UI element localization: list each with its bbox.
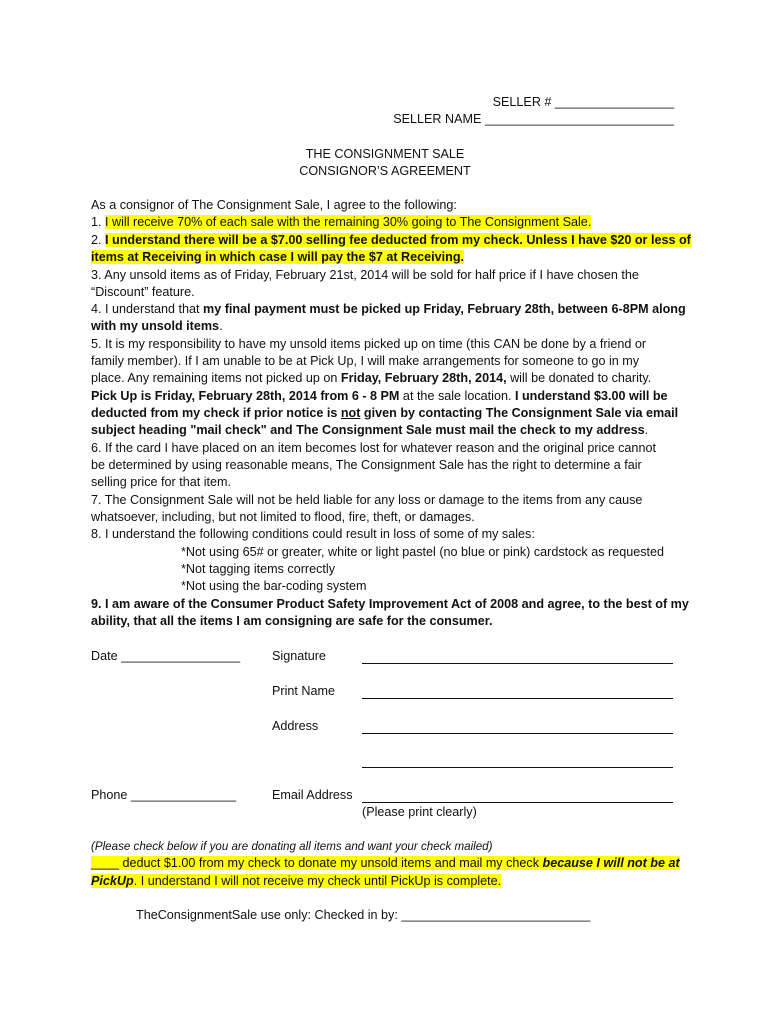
address-label: Address bbox=[272, 719, 319, 733]
item-5-line-1: 5. It is my responsibility to have my unsold items picked up on time (this CAN be done by a friend or bbox=[91, 337, 647, 351]
email-address-label: Email Address bbox=[272, 788, 353, 802]
item-5-e-a: deducted from my check if prior notice is bbox=[91, 406, 341, 420]
item-6-line-1: 6. If the card I have placed on an item becomes lost for whatever reason and the original price cannot bbox=[91, 441, 656, 455]
item-5-line-4 bbox=[91, 388, 668, 405]
address-line-1[interactable] bbox=[362, 733, 673, 734]
item-5-f-bold: subject heading "mail check" and The Consignment Sale must mail the check to my address bbox=[91, 423, 645, 437]
item-8-line: 8. I understand the following conditions could result in loss of some of my sales: bbox=[91, 527, 535, 541]
intro-text: As a consignor of The Consignment Sale, I agree to the following: bbox=[91, 198, 457, 212]
item-1 bbox=[91, 214, 591, 231]
donation-line-2 bbox=[91, 873, 501, 890]
item-9-line-1: 9. I am aware of the Consumer Product Safety Improvement Act of 2008 and agree, to the best of my bbox=[91, 597, 689, 611]
item-4-line-2 bbox=[91, 318, 223, 335]
item-6-line-3: selling price for that item. bbox=[91, 475, 231, 489]
item-4-line-1 bbox=[91, 301, 686, 318]
date-field[interactable]: Date _________________ bbox=[91, 649, 241, 663]
donation-line-2-emphasis: PickUp bbox=[91, 874, 134, 888]
item-5-f-end: . bbox=[644, 423, 649, 437]
item-1-text: I will receive 70% of each sale with the remaining 30% going to The Consignment Sale. bbox=[105, 215, 592, 229]
signature-line[interactable] bbox=[362, 663, 673, 664]
item-1-number: 1. bbox=[91, 215, 102, 229]
item-8-condition-3: *Not using the bar-coding system bbox=[181, 579, 367, 593]
item-2-number: 2. bbox=[91, 233, 102, 247]
item-4-end: . bbox=[219, 319, 223, 333]
donation-note: (Please check below if you are donating all items and want your check mailed) bbox=[91, 840, 493, 853]
item-8-condition-1: *Not using 65# or greater, white or light pastel (no blue or pink) cardstock as requested bbox=[181, 545, 665, 559]
print-name-line[interactable] bbox=[362, 698, 673, 699]
item-5-e-b: given by contacting The Consignment Sale via email bbox=[360, 406, 679, 420]
item-5-e-not: not bbox=[340, 406, 361, 420]
item-7-line-1: 7. The Consignment Sale will not be held liable for any loss or damage to the items from any cause bbox=[91, 493, 643, 507]
donation-line-1-emphasis: because I will not be at bbox=[542, 856, 680, 870]
item-5-d-mid: at the sale location. bbox=[399, 389, 515, 403]
item-7-line-2: whatsoever, including, but not limited to flood, fire, theft, or damages. bbox=[91, 510, 475, 524]
print-clearly-note: (Please print clearly) bbox=[362, 805, 477, 819]
item-2-line-2 bbox=[91, 249, 464, 266]
donation-line-2-text: . I understand I will not receive my check until PickUp is complete. bbox=[133, 874, 502, 888]
signature-label: Signature bbox=[272, 649, 326, 663]
item-2-text-b: items at Receiving in which case I will pay the $7 at Receiving. bbox=[91, 250, 465, 264]
seller-number-field: SELLER # _________________ bbox=[492, 95, 674, 109]
item-5-line-2: family member). If I am unable to be at Pick Up, I will make arrangements for someone to go in my bbox=[91, 354, 640, 368]
donation-line-1-text: ____ deduct $1.00 from my check to donate my unsold items and mail my check bbox=[91, 856, 543, 870]
item-6-line-2: be determined by using reasonable means, The Consignment Sale has the right to determine a fair bbox=[91, 458, 642, 472]
item-5-c-pre: place. Any remaining items not picked up on bbox=[91, 371, 341, 385]
item-4-bold-b: with my unsold items bbox=[91, 319, 220, 333]
seller-name-field: SELLER NAME ___________________________ bbox=[393, 112, 674, 126]
email-address-line[interactable] bbox=[362, 802, 673, 803]
document-subtitle: CONSIGNOR’S AGREEMENT bbox=[299, 164, 471, 178]
donation-line-1 bbox=[91, 855, 680, 872]
item-5-c-post: will be donated to charity. bbox=[506, 371, 652, 385]
item-8-condition-2: *Not tagging items correctly bbox=[181, 562, 335, 576]
item-5-d-bold2: I understand $3.00 will be bbox=[514, 389, 668, 403]
item-2-line-1 bbox=[91, 232, 691, 249]
item-2-text-a: I understand there will be a $7.00 selling fee deducted from my check. Unless I have $20 or less of bbox=[105, 233, 691, 247]
item-5-line-5 bbox=[91, 405, 678, 422]
item-4-pre: 4. I understand that bbox=[91, 302, 204, 316]
item-4-bold-a: my final payment must be picked up Friday, February 28th, between 6-8PM along bbox=[203, 302, 686, 316]
phone-field[interactable]: Phone _______________ bbox=[91, 788, 236, 802]
item-9-line-2: ability, that all the items I am consigning are safe for the consumer. bbox=[91, 614, 493, 628]
item-5-line-6 bbox=[91, 422, 648, 439]
address-line-2[interactable] bbox=[362, 767, 673, 768]
office-use-line: TheConsignmentSale use only: Checked in by: ___________________________ bbox=[136, 908, 591, 922]
item-3-line-1: 3. Any unsold items as of Friday, February 21st, 2014 will be sold for half price if I have chosen the bbox=[91, 268, 639, 282]
print-name-label: Print Name bbox=[272, 684, 335, 698]
item-3-line-2: “Discount” feature. bbox=[91, 285, 195, 299]
item-5-line-3 bbox=[91, 370, 651, 387]
item-5-d-bold: Pick Up is Friday, February 28th, 2014 from 6 - 8 PM bbox=[91, 389, 400, 403]
item-5-c-bold: Friday, February 28th, 2014, bbox=[340, 371, 507, 385]
document-title: THE CONSIGNMENT SALE bbox=[305, 147, 465, 161]
